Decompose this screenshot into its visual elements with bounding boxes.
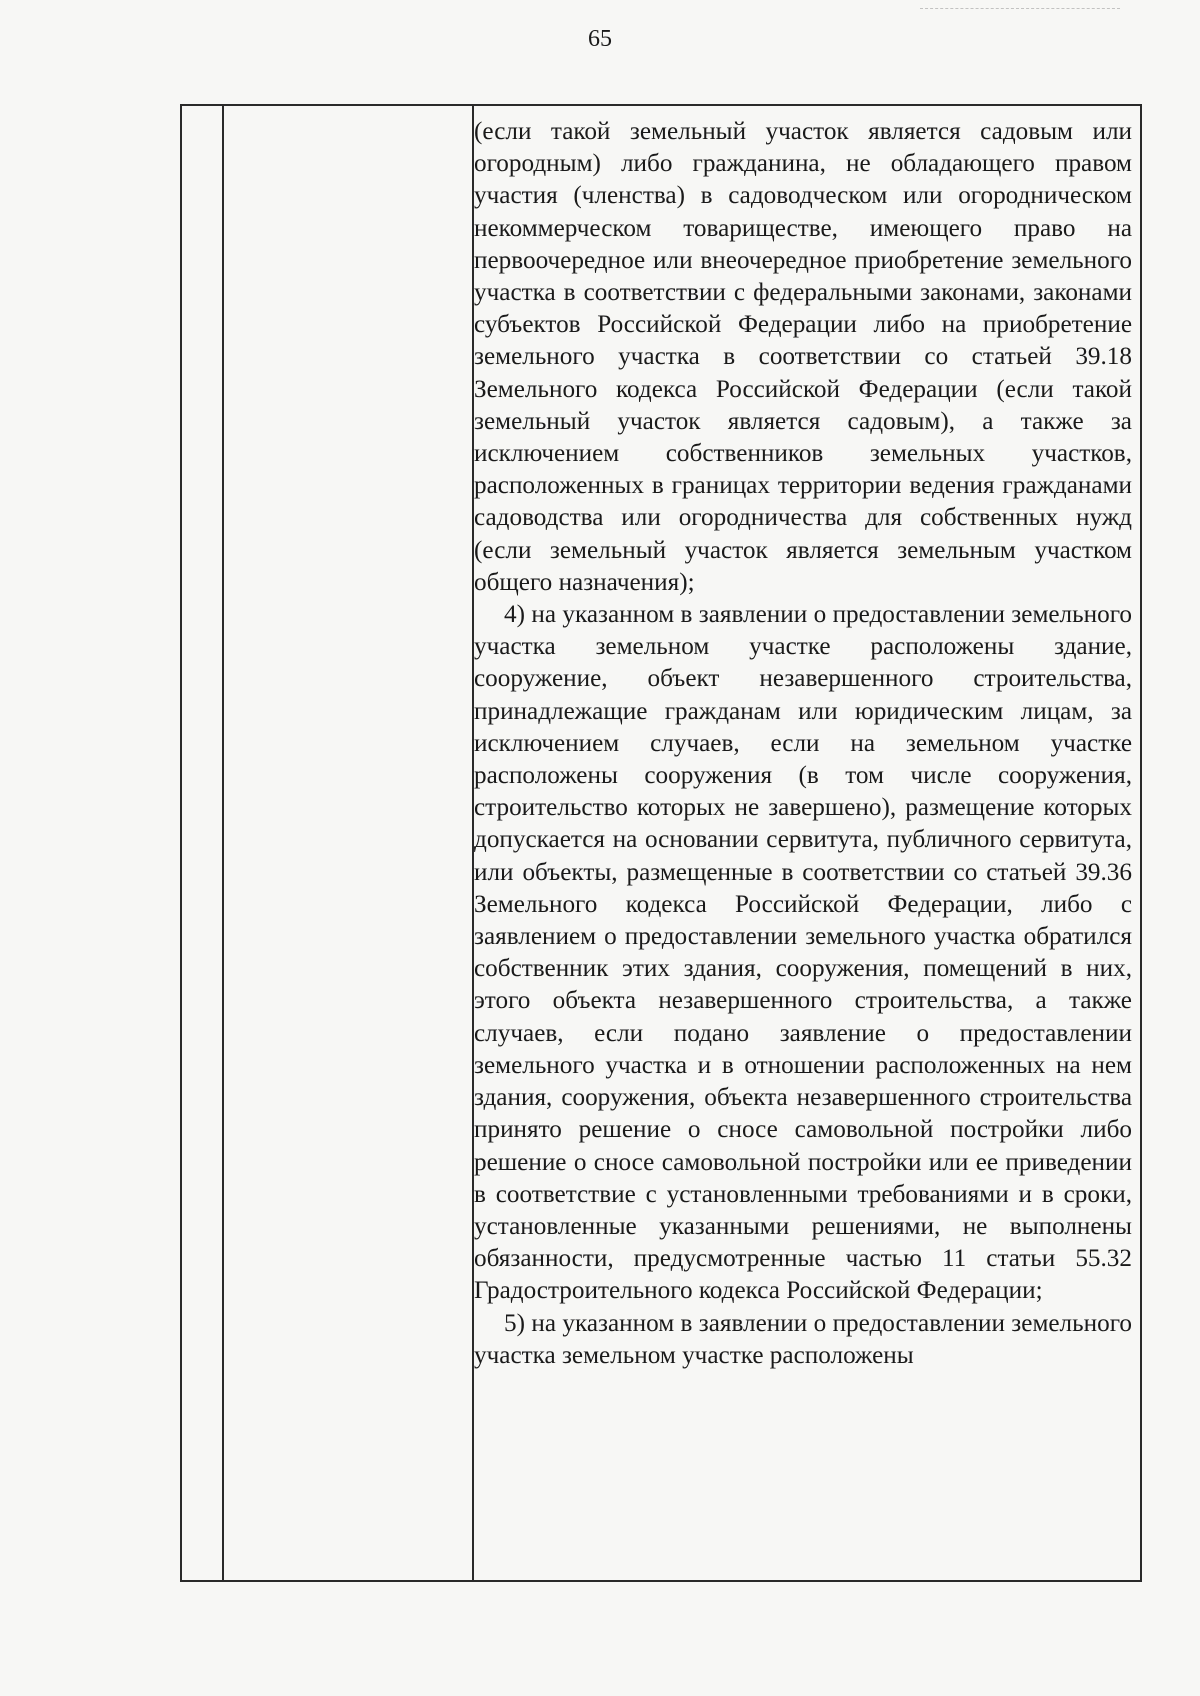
paragraph: (если такой земельный участок является садовым или огородным) либо гражданина, не обладающего правом участия (членства) в садоводческом или огородническом некоммерческом товариществе, имеющего право на первоочередное или внеочередное приобретение земельного участка в соответствии с федеральными законами, законами субъектов Российской Федерации либо на приобретение земельного участка в соответствии со статьей 39.18 Земельного кодекса Российской Федерации (если такой земельный участок является садовым), а также за исключением собственников земельных участков, расположенных в границах территории ведения гражданами садоводства или огородничества для собственных нужд (если земельный участок является земельным участком общего назначения);	[474, 118, 1132, 596]
table	[180, 104, 1142, 1582]
paragraph: 4) на указанном в заявлении о предоставлении земельного участка земельном участке расположены здание, сооружение, объект незавершенного строительства, принадлежащие гражданам или юридическим лицам, за исключением случаев, если на земельном участке расположены сооружения (в том числе сооружения, строительство которых не завершено), размещение которых допускается на основании сервитута, публичного сервитута, или объекты, размещенные в соответствии со статьей 39.36 Земельного кодекса Российской Федерации, либо с заявлением о предоставлении земельного участка обратился собственник этих здания, сооружения, помещений в них, этого объекта незавершенного строительства, а также случаев, если подано заявление о предоставлении земельного участка и в отношении расположенных на нем здания, сооружения, объекта незавершенного строительства принято решение о сносе самовольной постройки либо решение о сносе самовольной постройки или ее приведении в соответствие с установленными требованиями и в сроки, установленные указанными решениями, не выполнены обязанности, предусмотренные частью 11 статьи 55.32 Градостроительного кодекса Российской Федерации;	[474, 601, 1132, 1305]
paragraph: 5) на указанном в заявлении о предоставлении земельного участка земельном участке расположены	[474, 1309, 1132, 1369]
column-divider	[222, 104, 224, 1582]
text-cell	[474, 116, 1132, 1372]
page-number: 65	[588, 26, 612, 52]
scan-artifact-line	[920, 8, 1120, 11]
